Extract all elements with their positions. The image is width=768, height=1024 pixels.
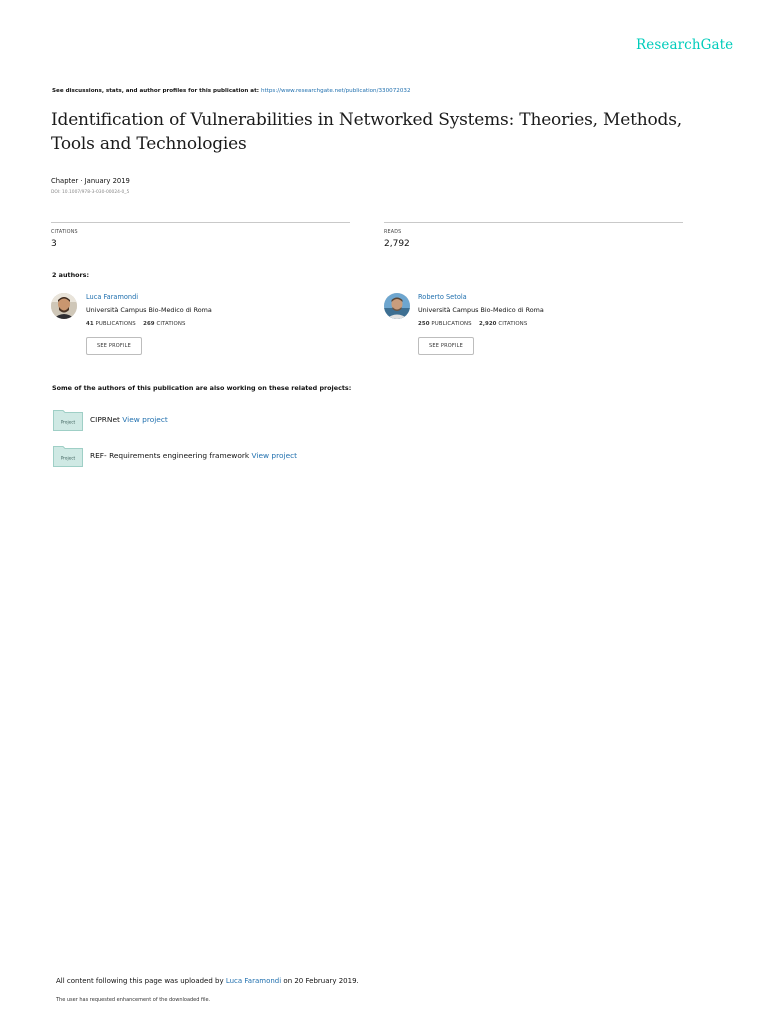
publication-type-date: Chapter · January 2019 [51, 177, 130, 185]
authors-heading: 2 authors: [52, 271, 90, 279]
citations-divider [51, 222, 350, 223]
view-project-link[interactable]: View project [251, 451, 298, 460]
author-stats [418, 321, 527, 327]
upload-suffix: on 20 February 2019. [281, 977, 359, 985]
citations-count: 2,920 [478, 321, 497, 327]
author-affiliation: Università Campus Bio-Medico di Roma [86, 306, 212, 314]
person-photo-icon [384, 293, 410, 319]
publications-label: PUBLICATIONS [95, 321, 136, 327]
author-name-link[interactable]: Roberto Setola [418, 293, 467, 301]
publications-label: PUBLICATIONS [431, 321, 472, 327]
author-affiliation: Università Campus Bio-Medico di Roma [418, 306, 544, 314]
publication-link-line [52, 88, 411, 94]
project-item [90, 415, 168, 424]
author-avatar[interactable] [384, 293, 410, 319]
project-folder-icon [53, 409, 83, 431]
publications-count: 41 [86, 321, 94, 327]
author-avatar[interactable] [51, 293, 77, 319]
see-discussions-text: See discussions, stats, and author profiles for this publication at: [52, 88, 261, 94]
citations-count: 269 [143, 321, 155, 327]
publication-title: Identification of Vulnerabilities in Networked Systems: Theories, Methods, Tools and Technologies [51, 110, 682, 154]
citations-value: 3 [51, 239, 57, 249]
project-folder-label: Project [60, 419, 76, 425]
author-stats [86, 321, 185, 327]
citations-label: CITATIONS [498, 321, 528, 327]
publications-count: 250 [418, 321, 430, 327]
citations-label: CITATIONS [51, 230, 78, 235]
upload-info [56, 977, 359, 985]
related-projects-heading: Some of the authors of this publication are also working on these related projects: [52, 384, 352, 392]
publication-doi: DOI: 10.1007/978-3-030-00024-0_5 [51, 190, 130, 195]
publication-url-link[interactable]: https://www.researchgate.net/publication/330072032 [260, 88, 411, 94]
reads-value: 2,792 [384, 239, 410, 249]
see-profile-button[interactable]: SEE PROFILE [86, 337, 142, 355]
project-name: REF- Requirements engineering framework [90, 451, 250, 460]
enhancement-note: The user has requested enhancement of the downloaded file. [56, 997, 211, 1003]
citations-label: CITATIONS [156, 321, 186, 327]
see-profile-button[interactable]: SEE PROFILE [418, 337, 474, 355]
reads-divider [384, 222, 683, 223]
project-folder-icon [53, 445, 83, 467]
reads-label: READS [384, 230, 402, 235]
researchgate-logo[interactable]: ResearchGate [636, 37, 734, 53]
project-folder-label: Project [60, 455, 76, 461]
project-item [90, 451, 297, 460]
author-name-link[interactable]: Luca Faramondi [86, 293, 139, 301]
view-project-link[interactable]: View project [122, 415, 168, 424]
project-name: CIPRNet [90, 415, 120, 424]
upload-prefix: All content following this page was uploaded by [56, 977, 226, 985]
person-photo-icon [51, 293, 77, 319]
uploader-link[interactable]: Luca Faramondi [225, 977, 282, 985]
